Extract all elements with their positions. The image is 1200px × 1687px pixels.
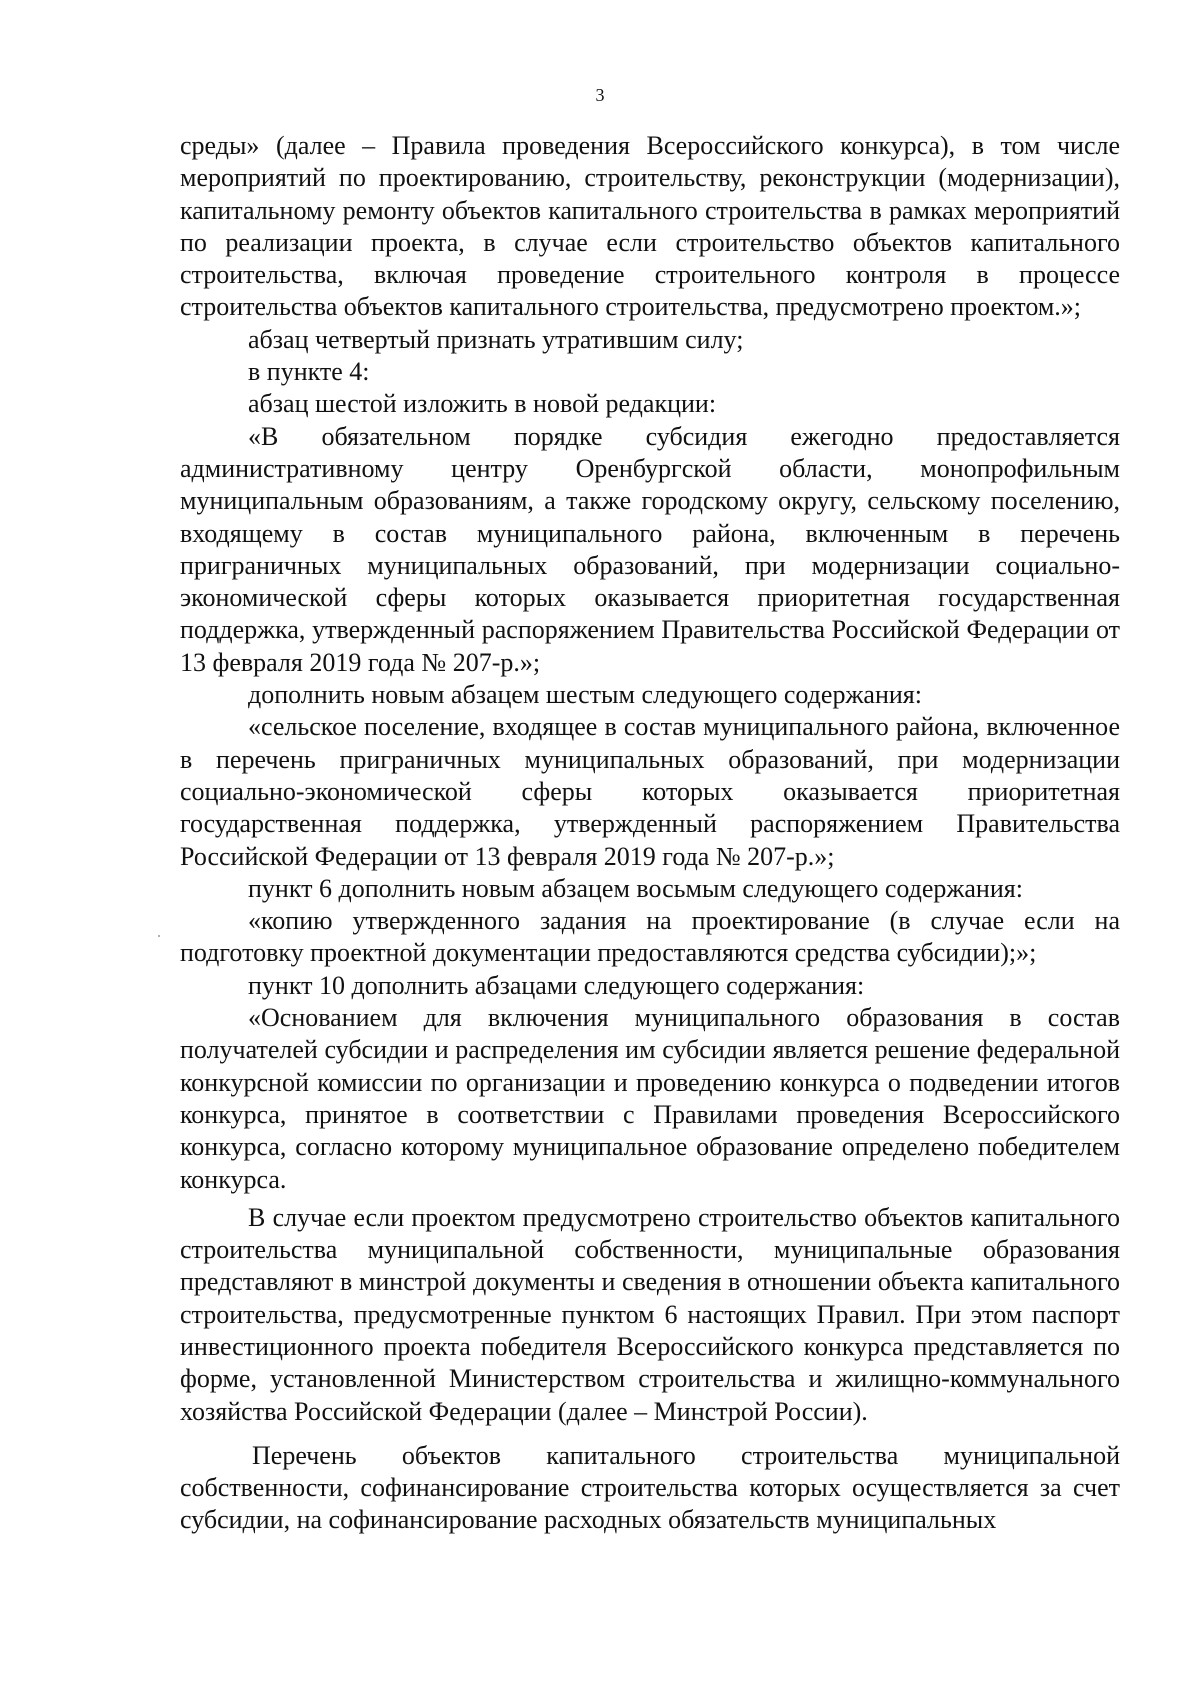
paragraph-capital-construction: В случае если проектом предусмотрено строительство объектов капитального строительства муниципальной собственности, муниципальные образования представляют в минстрой документы и сведения в отношении объекта капитального строительства, предусмотренные пунктом 6 настоящих Правил. При этом паспорт инвестиционного проекта победителя Всероссийского конкурса представляется по форме, установленной Министерством строительства и жилищно-коммунального хозяйства Российской Федерации (далее – Минстрой России). — [180, 1202, 1120, 1426]
document-body — [180, 130, 1120, 1537]
paragraph-clause-10-addition: пункт 10 дополнить абзацами следующего содержания: — [248, 970, 865, 1000]
paragraph-quote-grounds: «Основанием для включения муниципального образования в состав получателей субсидии и распределения им субсидии является решение федеральной конкурсной комиссии по организации и проведению конкурса о подведении итогов конкурса, принятое в соответствии с Правилами проведения Всероссийского конкурса, согласно которому муниципальное образование определено победителем конкурса. — [180, 1003, 1120, 1194]
page-number: 3 — [595, 85, 605, 105]
paragraph-quote-rural-settlement: «сельское поселение, входящее в состав муниципального района, включенное в перечень приграничных муниципальных образований, при модернизации социально-экономической сферы которых оказывается приоритетная государственная поддержка, утвержденный распоряжением Правительства Российской Федерации от 13 февраля 2019 года № 207-р.»; — [180, 712, 1120, 871]
scan-speck — [158, 935, 160, 937]
paragraph-clause-4: в пункте 4: — [248, 357, 370, 387]
paragraph-clause-6-addition: пункт 6 дополнить новым абзацем восьмым следующего содержания: — [248, 873, 1023, 903]
paragraph-quote-mandatory-subsidy: «В обязательном порядке субсидия ежегодно предоставляется административному центру Оренбургской области, монопрофильным муниципальным образованиям, а также городскому округу, сельскому поселению, входящему в состав муниципального района, включенным в перечень приграничных муниципальных образований, при модернизации социально-экономической сферы которых оказывается приоритетная государственная поддержка, утвержденный распоряжением Правительства Российской Федерации от 13 февраля 2019 года № 207-р.»; — [180, 421, 1120, 677]
paragraph-continuation: среды» (далее – Правила проведения Всероссийского конкурса), в том числе мероприятий по проектированию, строительству, реконструкции (модернизации), капитальному ремонту объектов капитального строительства в рамках мероприятий по реализации проекта, в случае если строительство объектов капитального строительства, включая проведение строительного контроля в процессе строительства объектов капитального строительства, предусмотрено проектом.»; — [180, 131, 1120, 322]
paragraph-repeal-fourth: абзац четвертый признать утратившим силу; — [248, 324, 744, 354]
paragraph-objects-list: Перечень объектов капитального строительства муниципальной собственности, софинансирование строительства которых осуществляется за счет субсидии, на софинансирование расходных обязательств муниципальных — [180, 1440, 1120, 1535]
paragraph-add-sixth: дополнить новым абзацем шестым следующего содержания: — [248, 680, 922, 710]
paragraph-quote-design-task: «копию утвержденного задания на проектирование (в случае если на подготовку проектной документации предоставляются средства субсидии);»; — [180, 906, 1120, 968]
paragraph-sixth-new-edition: абзац шестой изложить в новой редакции: — [248, 389, 717, 419]
